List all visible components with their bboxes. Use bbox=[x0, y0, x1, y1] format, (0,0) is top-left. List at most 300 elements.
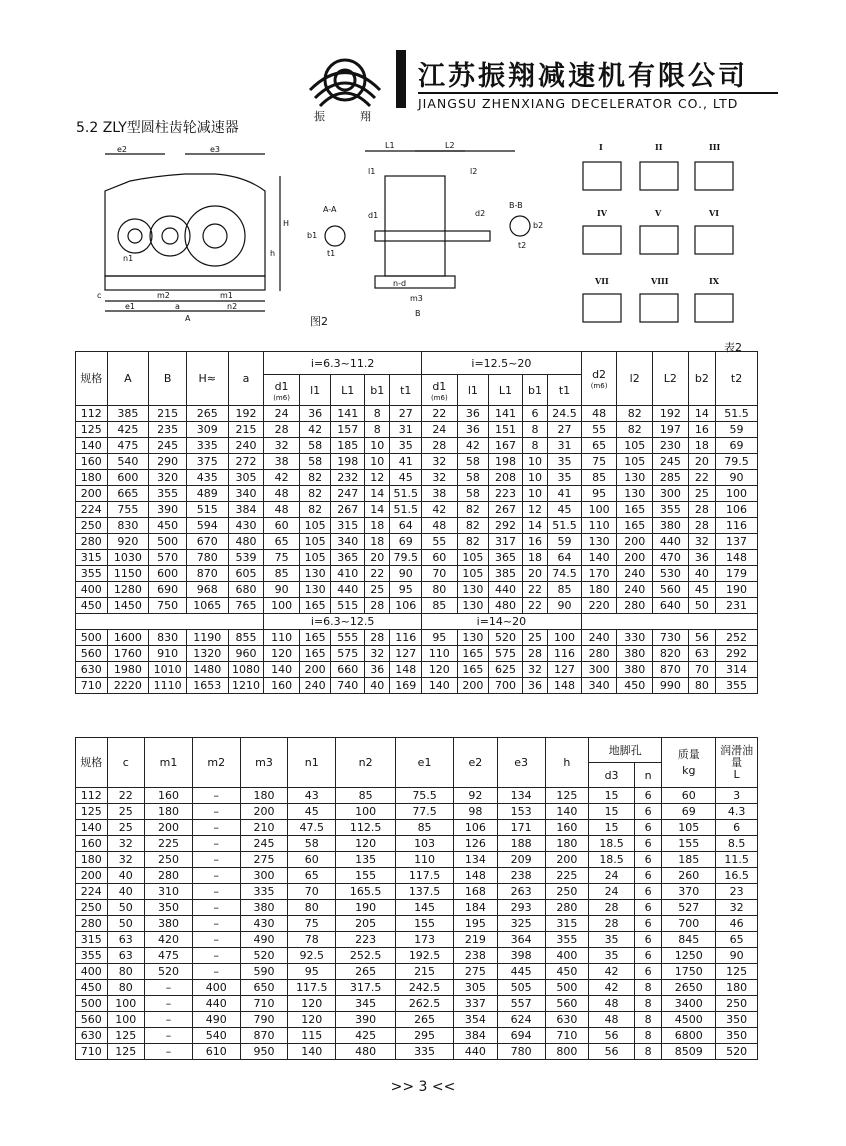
th-H: H≈ bbox=[186, 352, 228, 406]
table-cell: 78 bbox=[288, 932, 336, 948]
table-cell: 180 bbox=[545, 836, 589, 852]
table-cell: 40 bbox=[365, 678, 390, 694]
table-cell: 820 bbox=[653, 646, 689, 662]
table-cell: 800 bbox=[545, 1044, 589, 1060]
table-cell: 630 bbox=[76, 662, 108, 678]
table-row bbox=[76, 916, 758, 932]
table-cell: – bbox=[145, 1044, 193, 1060]
table-cell: 126 bbox=[454, 836, 498, 852]
table-cell: 92 bbox=[454, 788, 498, 804]
table-cell: 148 bbox=[390, 662, 422, 678]
table-cell: 1250 bbox=[662, 948, 716, 964]
table-row bbox=[76, 1044, 758, 1060]
table-cell: 58 bbox=[288, 836, 336, 852]
table-cell: 50 bbox=[107, 900, 145, 916]
table-cell: 80 bbox=[422, 582, 458, 598]
table-cell: 480 bbox=[489, 598, 523, 614]
table-cell: 8 bbox=[522, 422, 547, 438]
table-cell: 1065 bbox=[186, 598, 228, 614]
table-cell: 515 bbox=[331, 598, 365, 614]
table-cell: 238 bbox=[497, 868, 545, 884]
table-cell: 330 bbox=[617, 630, 653, 646]
table-cell: 490 bbox=[192, 1012, 240, 1028]
label-d1: d1 bbox=[368, 211, 379, 220]
th-B: B bbox=[149, 352, 187, 406]
table-cell: 155 bbox=[336, 868, 396, 884]
table-cell: 400 bbox=[76, 964, 108, 980]
table-cell: 6 bbox=[634, 916, 661, 932]
table-cell: 35 bbox=[589, 932, 635, 948]
table-cell: 200 bbox=[457, 678, 489, 694]
table-cell: 245 bbox=[240, 836, 288, 852]
table-cell: – bbox=[192, 868, 240, 884]
table-row bbox=[76, 788, 758, 804]
table-cell: 500 bbox=[545, 980, 589, 996]
table-cell: 134 bbox=[454, 852, 498, 868]
table-cell: 22 bbox=[107, 788, 145, 804]
table-row bbox=[76, 550, 758, 566]
th-l1b: l1 bbox=[457, 375, 489, 406]
table-cell: 117.5 bbox=[288, 980, 336, 996]
table-cell: 385 bbox=[107, 406, 149, 422]
table-cell: 400 bbox=[192, 980, 240, 996]
table-cell: 250 bbox=[545, 884, 589, 900]
table-cell: 425 bbox=[336, 1028, 396, 1044]
table-cell: 58 bbox=[299, 438, 331, 454]
table-cell: 59 bbox=[548, 534, 582, 550]
table-cell: 130 bbox=[457, 630, 489, 646]
table-cell: 127 bbox=[390, 646, 422, 662]
table-cell: 120 bbox=[264, 646, 300, 662]
table-cell: 28 bbox=[589, 916, 635, 932]
table-row bbox=[76, 852, 758, 868]
table-cell: 100 bbox=[336, 804, 396, 820]
table-cell: 18.5 bbox=[589, 836, 635, 852]
sub-header-blank2 bbox=[581, 614, 757, 630]
table-cell: 22 bbox=[422, 406, 458, 422]
table-cell: 24.5 bbox=[548, 406, 582, 422]
table-cell: 22 bbox=[365, 566, 390, 582]
label-n2: n2 bbox=[227, 302, 238, 311]
th2-n2: n2 bbox=[336, 738, 396, 788]
table-cell: 830 bbox=[107, 518, 149, 534]
table-cell: 36 bbox=[365, 662, 390, 678]
table-cell: 130 bbox=[617, 486, 653, 502]
label-t1: t1 bbox=[327, 249, 336, 258]
table-cell: 265 bbox=[186, 406, 228, 422]
table-cell: 450 bbox=[545, 964, 589, 980]
table-cell: 115 bbox=[288, 1028, 336, 1044]
table-cell: 106 bbox=[390, 598, 422, 614]
table-cell: 18 bbox=[365, 534, 390, 550]
table-row bbox=[76, 996, 758, 1012]
table-cell: 380 bbox=[617, 646, 653, 662]
table-cell: 85 bbox=[548, 582, 582, 598]
table-cell: 355 bbox=[653, 502, 689, 518]
table-row bbox=[76, 1028, 758, 1044]
table-cell: 292 bbox=[489, 518, 523, 534]
table-cell: 130 bbox=[581, 534, 617, 550]
label-m3: m3 bbox=[410, 294, 423, 303]
table-cell: 42 bbox=[422, 502, 458, 518]
table-cell: 36 bbox=[457, 422, 489, 438]
table-cell: 42 bbox=[589, 980, 635, 996]
table-cell: 440 bbox=[489, 582, 523, 598]
table-cell: 25 bbox=[522, 630, 547, 646]
table-cell: 205 bbox=[336, 916, 396, 932]
table-cell: 440 bbox=[331, 582, 365, 598]
table-cell: 120 bbox=[288, 1012, 336, 1028]
table-cell: 1010 bbox=[149, 662, 187, 678]
table-cell: 148 bbox=[716, 550, 758, 566]
table-cell: 41 bbox=[548, 486, 582, 502]
table-cell: 1080 bbox=[228, 662, 264, 678]
table-cell: 252 bbox=[716, 630, 758, 646]
table-cell: 105 bbox=[299, 550, 331, 566]
table-cell: 63 bbox=[107, 948, 145, 964]
table-cell: 148 bbox=[454, 868, 498, 884]
table-cell: 440 bbox=[653, 534, 689, 550]
table-cell: 125 bbox=[76, 804, 108, 820]
table-cell: 155 bbox=[396, 916, 454, 932]
table-cell: 830 bbox=[149, 630, 187, 646]
table-cell: 65 bbox=[264, 534, 300, 550]
table-cell: 430 bbox=[240, 916, 288, 932]
figure-label: 图2 bbox=[310, 315, 328, 328]
table-cell: 95 bbox=[390, 582, 422, 598]
table-cell: 58 bbox=[299, 454, 331, 470]
table-cell: 380 bbox=[653, 518, 689, 534]
table-cell: 28 bbox=[365, 598, 390, 614]
label-e2: e2 bbox=[117, 145, 128, 154]
label-h: h bbox=[270, 249, 276, 258]
table-cell: 285 bbox=[653, 470, 689, 486]
assembly-forms bbox=[583, 162, 733, 322]
table-row bbox=[76, 470, 758, 486]
th-t1b: t1 bbox=[548, 375, 582, 406]
table-cell: 8 bbox=[634, 996, 661, 1012]
table-cell: 14 bbox=[522, 518, 547, 534]
form-V: V bbox=[655, 208, 662, 218]
table-cell: 527 bbox=[662, 900, 716, 916]
table-cell: 48 bbox=[581, 406, 617, 422]
label-m1: m1 bbox=[220, 291, 233, 300]
table-cell: 32 bbox=[716, 900, 758, 916]
table-cell: 31 bbox=[390, 422, 422, 438]
th-range3: i=6.3~12.5 bbox=[264, 614, 422, 630]
table-cell: 85 bbox=[581, 470, 617, 486]
table-cell: 340 bbox=[581, 678, 617, 694]
table-cell: 730 bbox=[653, 630, 689, 646]
table-cell: 1190 bbox=[186, 630, 228, 646]
table-cell: 51.5 bbox=[390, 502, 422, 518]
table-cell: 140 bbox=[288, 1044, 336, 1060]
table-cell: 59 bbox=[716, 422, 758, 438]
table-cell: 32 bbox=[422, 470, 458, 486]
table-cell: 390 bbox=[149, 502, 187, 518]
table-row bbox=[76, 820, 758, 836]
table-cell: 1030 bbox=[107, 550, 149, 566]
table-cell: 160 bbox=[76, 454, 108, 470]
table-cell: 690 bbox=[149, 582, 187, 598]
table-cell: 315 bbox=[545, 916, 589, 932]
table-row bbox=[76, 454, 758, 470]
table-cell: 105 bbox=[299, 518, 331, 534]
table-cell: 305 bbox=[228, 470, 264, 486]
table-cell: 58 bbox=[457, 486, 489, 502]
front-view-diagram bbox=[105, 154, 280, 311]
table-cell: 10 bbox=[522, 454, 547, 470]
table-cell: 910 bbox=[149, 646, 187, 662]
table-cell: 192 bbox=[228, 406, 264, 422]
table-cell: 42 bbox=[264, 470, 300, 486]
table-cell: 40 bbox=[688, 566, 715, 582]
table-cell: 1280 bbox=[107, 582, 149, 598]
table-cell: 90 bbox=[390, 566, 422, 582]
table-cell: 112 bbox=[76, 788, 108, 804]
table-cell: 20 bbox=[522, 566, 547, 582]
table-cell: 450 bbox=[149, 518, 187, 534]
table-cell: 25 bbox=[107, 820, 145, 836]
table-row bbox=[76, 502, 758, 518]
table-cell: 200 bbox=[240, 804, 288, 820]
table-cell: 22 bbox=[522, 582, 547, 598]
table-cell: 215 bbox=[228, 422, 264, 438]
table-cell: 120 bbox=[336, 836, 396, 852]
table-cell: 165 bbox=[299, 598, 331, 614]
dimension-table-2 bbox=[75, 737, 758, 1060]
form-VIII: VIII bbox=[651, 276, 669, 286]
table-cell: 380 bbox=[145, 916, 193, 932]
table-cell: 45 bbox=[288, 804, 336, 820]
table-cell: – bbox=[192, 916, 240, 932]
table-cell: 82 bbox=[617, 406, 653, 422]
table-cell: – bbox=[192, 820, 240, 836]
company-name-cn: 江苏振翔减速机有限公司 bbox=[418, 61, 748, 92]
th-range4: i=14~20 bbox=[422, 614, 582, 630]
table-cell: 22 bbox=[522, 598, 547, 614]
th-b1b: b1 bbox=[522, 375, 547, 406]
table-cell: 250 bbox=[716, 996, 758, 1012]
table-cell: 117.5 bbox=[396, 868, 454, 884]
table-cell: 475 bbox=[107, 438, 149, 454]
table-cell: 520 bbox=[240, 948, 288, 964]
label-c: c bbox=[97, 291, 102, 300]
table-row bbox=[76, 678, 758, 694]
table-cell: 410 bbox=[331, 566, 365, 582]
table-cell: 430 bbox=[228, 518, 264, 534]
table-cell: 780 bbox=[186, 550, 228, 566]
table-cell: 105 bbox=[457, 566, 489, 582]
th2-h: h bbox=[545, 738, 589, 788]
page-number: >> 3 << bbox=[390, 1079, 456, 1095]
table-cell: 48 bbox=[422, 518, 458, 534]
table-cell: 8509 bbox=[662, 1044, 716, 1060]
table-cell: 355 bbox=[76, 948, 108, 964]
table-cell: 32 bbox=[264, 438, 300, 454]
table-cell: 110 bbox=[264, 630, 300, 646]
table-cell: 198 bbox=[331, 454, 365, 470]
table-row bbox=[76, 932, 758, 948]
label-AA: A-A bbox=[323, 205, 337, 214]
header-bar bbox=[396, 50, 406, 108]
table-cell: 171 bbox=[497, 820, 545, 836]
table-cell: 116 bbox=[716, 518, 758, 534]
table-cell: 69 bbox=[390, 534, 422, 550]
table-cell: 235 bbox=[149, 422, 187, 438]
table-cell: 670 bbox=[186, 534, 228, 550]
label-e1: e1 bbox=[125, 302, 136, 311]
table-cell: – bbox=[192, 788, 240, 804]
table-cell: 75 bbox=[581, 454, 617, 470]
table-cell: 3 bbox=[716, 788, 758, 804]
table-cell: 105 bbox=[617, 438, 653, 454]
table-cell: 27 bbox=[548, 422, 582, 438]
table-cell: 225 bbox=[145, 836, 193, 852]
table-cell: 75.5 bbox=[396, 788, 454, 804]
table-cell: 384 bbox=[454, 1028, 498, 1044]
table-cell: 48 bbox=[589, 996, 635, 1012]
table-cell: 610 bbox=[192, 1044, 240, 1060]
table-cell: 95 bbox=[422, 630, 458, 646]
table-cell: 1480 bbox=[186, 662, 228, 678]
th2-m2: m2 bbox=[192, 738, 240, 788]
table-cell: 380 bbox=[240, 900, 288, 916]
table-cell: 242.5 bbox=[396, 980, 454, 996]
table-cell: 60 bbox=[662, 788, 716, 804]
table-cell: 28 bbox=[589, 900, 635, 916]
table-cell: 10 bbox=[365, 454, 390, 470]
table-cell: 315 bbox=[76, 932, 108, 948]
table-cell: 56 bbox=[688, 630, 715, 646]
table-cell: 263 bbox=[497, 884, 545, 900]
table-cell: 20 bbox=[688, 454, 715, 470]
table-row bbox=[76, 836, 758, 852]
table-cell: 384 bbox=[228, 502, 264, 518]
table-cell: 40 bbox=[107, 868, 145, 884]
table-cell: 92.5 bbox=[288, 948, 336, 964]
label-l2: l2 bbox=[470, 167, 478, 176]
table-cell: 231 bbox=[716, 598, 758, 614]
table-cell: 14 bbox=[365, 502, 390, 518]
table-cell: 125 bbox=[716, 964, 758, 980]
table-label: 表2 bbox=[724, 341, 742, 354]
table-cell: 38 bbox=[264, 454, 300, 470]
table-cell: 1760 bbox=[107, 646, 149, 662]
table-cell: 520 bbox=[489, 630, 523, 646]
table-cell: 100 bbox=[107, 1012, 145, 1028]
table-cell: 290 bbox=[149, 454, 187, 470]
table-cell: 125 bbox=[545, 788, 589, 804]
table-cell: 60 bbox=[264, 518, 300, 534]
table-cell: 265 bbox=[396, 1012, 454, 1028]
table-cell: 710 bbox=[76, 1044, 108, 1060]
table-cell: 8.5 bbox=[716, 836, 758, 852]
table-cell: 80 bbox=[288, 900, 336, 916]
table-cell: 36 bbox=[457, 406, 489, 422]
table-cell: 625 bbox=[489, 662, 523, 678]
table-cell: 247 bbox=[331, 486, 365, 502]
table-cell: 90 bbox=[264, 582, 300, 598]
table-cell: 8 bbox=[365, 422, 390, 438]
table-cell: 24 bbox=[589, 868, 635, 884]
table-cell: 180 bbox=[581, 582, 617, 598]
table-cell: 24 bbox=[422, 422, 458, 438]
table-cell: 36 bbox=[522, 678, 547, 694]
table-cell: 134 bbox=[497, 788, 545, 804]
table-cell: 520 bbox=[145, 964, 193, 980]
table-cell: 500 bbox=[149, 534, 187, 550]
table-cell: 292 bbox=[716, 646, 758, 662]
table-cell: 630 bbox=[76, 1028, 108, 1044]
table-cell: 630 bbox=[545, 1012, 589, 1028]
table-cell: 280 bbox=[145, 868, 193, 884]
table-cell: – bbox=[192, 884, 240, 900]
table-cell: 77.5 bbox=[396, 804, 454, 820]
table-cell: 79.5 bbox=[390, 550, 422, 566]
table-cell: 295 bbox=[396, 1028, 454, 1044]
table-cell: 28 bbox=[688, 502, 715, 518]
table-cell: 27 bbox=[390, 406, 422, 422]
table-cell: 165 bbox=[457, 646, 489, 662]
table-cell: 45 bbox=[390, 470, 422, 486]
table-cell: 100 bbox=[716, 486, 758, 502]
table-cell: 69 bbox=[662, 804, 716, 820]
table-cell: 180 bbox=[76, 470, 108, 486]
label-nd: n-d bbox=[393, 279, 407, 288]
table-cell: 184 bbox=[454, 900, 498, 916]
label-L2: L2 bbox=[445, 141, 455, 150]
table-cell: 188 bbox=[497, 836, 545, 852]
table-cell: 160 bbox=[145, 788, 193, 804]
table-cell: 192 bbox=[653, 406, 689, 422]
table-cell: 680 bbox=[228, 582, 264, 598]
table-cell: 557 bbox=[497, 996, 545, 1012]
table-row bbox=[76, 964, 758, 980]
table-cell: 470 bbox=[653, 550, 689, 566]
table-cell: 8 bbox=[634, 1012, 661, 1028]
table-cell: 110 bbox=[422, 646, 458, 662]
table-cell: 220 bbox=[581, 598, 617, 614]
table-cell: 340 bbox=[228, 486, 264, 502]
table-cell: 8 bbox=[634, 1044, 661, 1060]
table-cell: 215 bbox=[396, 964, 454, 980]
table-cell: 398 bbox=[497, 948, 545, 964]
th-A: A bbox=[107, 352, 149, 406]
table-cell: 364 bbox=[497, 932, 545, 948]
label-d2: d2 bbox=[475, 209, 486, 218]
table-cell: 75 bbox=[264, 550, 300, 566]
table-row bbox=[76, 1012, 758, 1028]
table-cell: 300 bbox=[240, 868, 288, 884]
table-cell: 23 bbox=[716, 884, 758, 900]
table-cell: 98 bbox=[454, 804, 498, 820]
label-l1: l1 bbox=[368, 167, 376, 176]
table-cell: 179 bbox=[716, 566, 758, 582]
table-cell: 400 bbox=[545, 948, 589, 964]
table-cell: 224 bbox=[76, 502, 108, 518]
table-cell: 48 bbox=[589, 1012, 635, 1028]
table-cell: 173 bbox=[396, 932, 454, 948]
th-t1: t1 bbox=[390, 375, 422, 406]
table-cell: 309 bbox=[186, 422, 228, 438]
table-cell: 80 bbox=[107, 980, 145, 996]
table-cell: 55 bbox=[422, 534, 458, 550]
table-cell: 314 bbox=[716, 662, 758, 678]
table-cell: 6 bbox=[716, 820, 758, 836]
table-cell: 310 bbox=[145, 884, 193, 900]
table-cell: 1150 bbox=[107, 566, 149, 582]
